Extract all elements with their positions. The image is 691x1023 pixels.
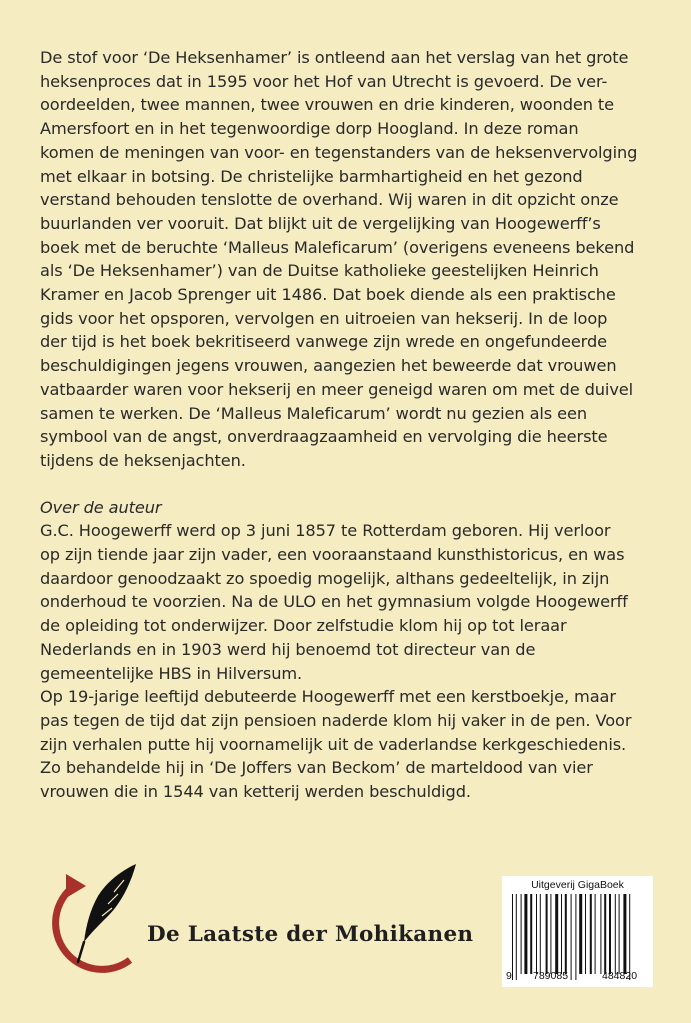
barcode-bar [595,894,596,974]
author-bio-line: G.C. Hoogewerff werd op 3 juni 1857 te Rotterdam geboren. Hij verloor [40,521,611,541]
description-line: buurlanden ver vooruit. Dat blijkt uit de vergelijking van Hoogewerff’s [40,213,601,233]
author-career-line: Zo behandelde hij in ‘De Joffers van Beckom’ de marteldood van vier [40,758,593,778]
barcode-bar [550,894,551,974]
author-career-line: Op 19-jarige leeftijd debuteerde Hoogewerff met een kerstboekje, maar [40,687,616,707]
description-line: komen de meningen van voor- en tegenstanders van de heksenvervolging [40,142,638,162]
description-line: boek met de beruchte ‘Malleus Maleficarum’ (overigens eveneens bekend [40,237,635,257]
description-line: met elkaar in botsing. De christelijke barmhartigheid en het gezond [40,166,583,186]
author-career-paragraph [40,685,660,804]
isbn-barcode [502,876,653,987]
description-line: der tijd is het boek bekritiseerd vanwege zijn wrede en ongefundeerde [40,332,607,352]
barcode-bar [575,894,576,980]
barcode-digits-group2: 484820 [602,970,638,982]
description-line: als ‘De Heksenhamer’) van de Duitse katholieke geestelijken Heinrich [40,261,599,281]
barcode-bar [604,894,606,974]
barcode-bar [571,894,572,980]
description-line: tijdens de heksenjachten. [40,450,246,470]
author-bio-line: daardoor genoodzaakt zo spoedig mogelijk, althans gedeeltelijk, in zijn [40,568,610,588]
author-bio-line: Nederlands en in 1903 werd hij benoemd tot directeur van de [40,639,536,659]
barcode-bar [546,894,548,974]
author-heading: Over de auteur [40,497,162,517]
quill-circular-arrow-icon [28,856,148,986]
body-text [40,46,660,804]
description-paragraph [40,46,660,473]
author-bio-line: gemeentelijke HBS in Hilversum. [40,663,303,683]
description-line: oordeelden, twee mannen, twee vrouwen en drie kinderen, woonden te [40,95,615,115]
description-line: symbool van de angst, onverdraagzaamheid en vervolging die heerste [40,427,608,447]
barcode-bar [619,894,620,974]
barcode-digits-group1: 789085 [533,970,569,982]
barcode-bar [565,894,567,974]
barcode-bar [555,894,558,974]
description-line: vatbaarder waren voor hekserij en meer geneigd waren om met de duivel [40,379,634,399]
publisher-name: De Laatste der Mohikanen [147,922,474,947]
author-bio-line: de opleiding tot onderwijzer. Door zelfstudie klom hij op tot leraar [40,616,567,636]
description-line: Kramer en Jacob Sprenger uit 1486. Dat boek diende als een praktische [40,285,616,305]
barcode-bar [521,894,522,974]
barcode-bar [629,894,630,980]
barcode-bar [524,894,527,974]
barcode-bar [516,894,517,980]
barcode-digit-first: 9 [506,970,512,982]
description-line: Amersfoort en in het tegenwoordige dorp Hoogland. In deze roman [40,119,579,139]
description-line: gids voor het opsporen, vervolgen en uitroeien van hekserij. In de loop [40,308,608,328]
author-bio-line: op zijn tiende jaar zijn vader, een vooraanstaand kunsthistoricus, en was [40,545,625,565]
barcode-bar [530,894,532,974]
description-line: verstand behouden tenslotte de overhand. Wij waren in dit opzicht onze [40,190,619,210]
barcode-bar [512,894,513,980]
barcode-bar [536,894,537,974]
author-career-line: zijn verhalen putte hij voornamelijk uit de vaderlandse kerkgeschiedenis. [40,734,627,754]
barcode-bar [540,894,541,974]
barcode-bar [579,894,582,974]
barcode-bar [609,894,611,974]
barcode-bar [600,894,601,974]
description-line: heksenproces dat in 1595 voor het Hof van Utrecht is gevoerd. De ver- [40,71,608,91]
barcode-publisher-label: Uitgeverij GigaBoek [531,879,624,891]
description-line: De stof voor ‘De Heksenhamer’ is ontleend aan het verslag van het grote [40,48,629,67]
barcode-bar [590,894,592,974]
author-bio-paragraph [40,519,660,685]
barcode-bar [561,894,562,974]
author-bio-line: onderhoud te voorzien. Na de ULO en het gymnasium volgde Hoogewerff [40,592,628,612]
author-career-line: pas tegen de tijd dat zijn pensioen naderde klom hij vaker in de pen. Voor [40,710,632,730]
barcode-bar [615,894,616,974]
barcode-bar [585,894,586,974]
description-line: samen te werken. De ‘Malleus Maleficarum’ wordt nu gezien als een [40,403,588,423]
description-line: beschuldigingen jegens vrouwen, aangezien het beweerde dat vrouwen [40,356,617,376]
barcode-bar [623,894,626,974]
author-career-line: vrouwen die in 1544 van ketterij werden beschuldigd. [40,782,471,802]
